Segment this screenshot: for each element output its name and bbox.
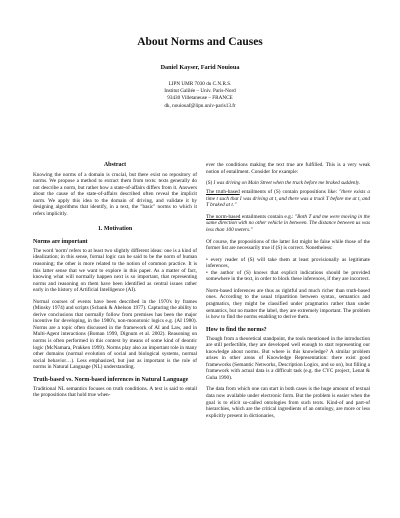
paragraph: ever the conditions making the text true are fulfilled. This is a very weak notion of entailment. Consider for example: — [206, 162, 370, 175]
paragraph: The word 'norm' refers to at least two slightly different ideas: one is a kind of idealization; in this sense, formal logic can be said to be the norm of human reasoning; the other is more related to the notion of common practice. It is this latter sense that we want to explore in this paper. As a matter of fact, knowing what will normally happen next is so important, that representing norms and reasoning on them have been identified as central issues rather early in the history of Artificial Intelligence (AI). — [33, 247, 197, 294]
paper-authors: Daniel Kayser, Farid Nouioua — [160, 64, 240, 71]
paragraph: Norm-based inferences are thus as rightful and much richer than truth-based ones. According to the usual tripartition between syntax, semantics and pragmatics, they might be classified under pragmatics rather than under semantics, but no matter the label, they are extremely important. The problem is how to find the norms enabling to derive them. — [206, 287, 370, 321]
section-heading: 1. Motivation — [97, 226, 133, 233]
right-column — [206, 162, 370, 424]
paragraph: Traditional NL semantics focuses on truth conditions. A text is said to entail the propositions that hold true when- — [33, 385, 197, 399]
paragraph: Though from a theoretical standpoint, the tools mentioned in the introduction are still perfectible, they are developed well enough to start representing our knowledge about norms. But where is this knowledge? A similar problem arises in other areas of Knowledge Representation: there exist good frameworks (Semantic Networks, Description Logics, and so on), but filling a framework with actual data is a difficult task (e.g. the CYC project, Lenat & Guha 1990). — [206, 335, 370, 381]
affiliation-line: Institut Galilée – Univ. Paris-Nord — [164, 88, 236, 95]
quoted-entailment: "there exists a time t such that I was driving at t, and there was a truck T before me at t, and T braked at t." — [206, 189, 370, 209]
author-affiliation — [0, 81, 400, 110]
example-sentence — [206, 180, 370, 186]
subsection-heading: How to find the norms? — [206, 326, 267, 333]
paragraph: Of course, the propositions of the latter list might be false while those of the former list are necessarily true if (S) is correct. Nonetheless: — [206, 238, 370, 252]
author-email: dk, nouiouaf@lipn.univ-paris13.fr — [164, 102, 236, 109]
paragraph: The data from which one can start in both cases is the huge amount of textual data now available under electronic form. But the problem is easier when the goal is to elicit so-called ontologies from such texts. Kind-of and part-of hierarchies, which are the critical ingredients of an ontology, are more or less explicitly present in dictionaries, — [206, 386, 370, 419]
bullet-item: • the author of (S) knows that explicit indications should be provided somewhere in the text, in order to block these inferences, if they are incorrect. — [206, 269, 370, 283]
paragraph — [206, 214, 370, 234]
text-run: entailments contain e.g.: — [240, 213, 295, 220]
term-norm-based: The norm-based — [206, 213, 241, 220]
subsection-heading: Norms are important — [33, 238, 88, 245]
bullet-item: • every reader of (S) will take them at least provisionally as legitimate inferences, — [206, 256, 370, 270]
abstract — [33, 162, 197, 217]
example-text: I was driving on Main Street when the truck before me braked suddenly. — [213, 180, 361, 187]
paper-title: About Norms and Causes — [137, 36, 263, 48]
term-truth-based: The truth-based — [206, 189, 240, 196]
paragraph — [206, 189, 370, 209]
affiliation-line: LIPN UMR 7030 du C.N.R.S. — [168, 81, 232, 87]
abstract-heading: Abstract — [103, 162, 127, 168]
left-column — [33, 162, 197, 404]
paragraph: Normal courses of events have been described in the 1970's by frames (Minsky 1974) and scripts (Schank & Abelson 1977). Capturing the ability to derive conclusions that normally follow from premises has been the major incentive for developing, in the 1980's, non-monotonic logics e.g. (AI 1980). Norms are a topic often discussed in the framework of AI and Law, and in Multi-Agent interactions (Boman 1999, Dignum et al. 2002). Reasoning on norms is often performed in this context by means of some kind of deontic logic (McNamara, Prakken 1999). Norms play also an important role in many other domains (normal evolution of social and biological systems, normal social behavior…). Less emphasized, but just as important is the role of norms in Natural Language (NL) understanding. — [33, 298, 197, 371]
text-run: entailments of (S) contain propositions like: — [239, 189, 340, 196]
affiliation-line: 93430 Villetaneuse – FRANCE — [167, 95, 233, 102]
example-label: (S) — [206, 180, 213, 187]
abstract-text: Knowing the norms of a domain is crucial, but there exist no repository of norms. We propose a method to extract them from texts: texts generally do not describe a norm, but rather how a state-of-affairs differs from it. Answers about the cause of the state-of-affairs described often reveal the implicit norm. We apply this idea to the domain of driving, and validate it by designing algorithms that identify, in a text, the "basic" norms to which it refers implicitly. — [33, 171, 197, 217]
quoted-entailment: "Both T and me were moving in the same direction with no other vehicle in between. The distance between us was less than 100 meters." — [206, 213, 370, 234]
subsection-heading: Truth-based vs. Norm-based inferences in Natural Language — [33, 376, 189, 383]
